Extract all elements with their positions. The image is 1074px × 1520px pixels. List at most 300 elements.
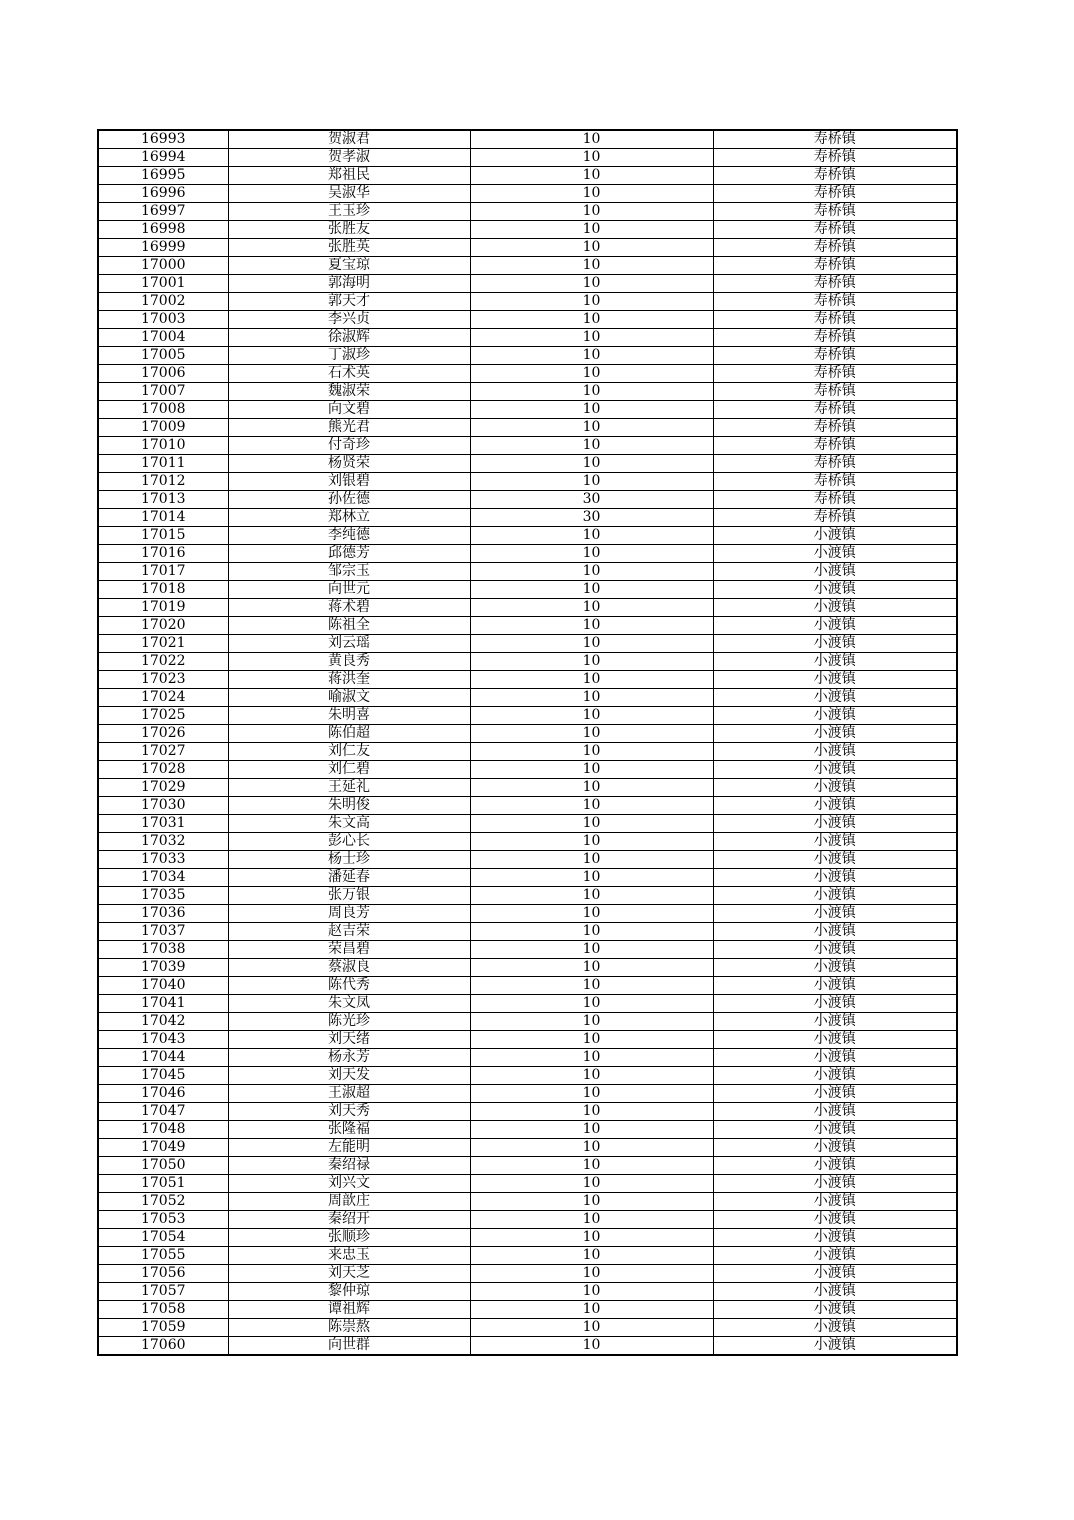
table-row (98, 1013, 957, 1031)
table-row (98, 491, 957, 509)
table-row (98, 1175, 957, 1193)
amount-cell: 10 (470, 419, 713, 437)
amount-cell: 10 (470, 221, 713, 239)
serial-number-cell: 17049 (98, 1139, 228, 1157)
name-cell: 潘延春 (228, 869, 470, 887)
serial-number-cell: 17051 (98, 1175, 228, 1193)
town-cell: 寿桥镇 (713, 257, 957, 275)
name-cell: 郭海明 (228, 275, 470, 293)
table-row (98, 671, 957, 689)
amount-cell: 10 (470, 347, 713, 365)
town-cell: 小渡镇 (713, 815, 957, 833)
table-row (98, 923, 957, 941)
town-cell: 小渡镇 (713, 689, 957, 707)
town-cell: 小渡镇 (713, 725, 957, 743)
name-cell: 秦绍开 (228, 1211, 470, 1229)
serial-number-cell: 17026 (98, 725, 228, 743)
name-cell: 刘天秀 (228, 1103, 470, 1121)
serial-number-cell: 17035 (98, 887, 228, 905)
table-row (98, 1211, 957, 1229)
town-cell: 寿桥镇 (713, 455, 957, 473)
table-row (98, 401, 957, 419)
town-cell: 小渡镇 (713, 1265, 957, 1283)
serial-number-cell: 17043 (98, 1031, 228, 1049)
name-cell: 左能明 (228, 1139, 470, 1157)
town-cell: 寿桥镇 (713, 149, 957, 167)
table-row (98, 311, 957, 329)
serial-number-cell: 17033 (98, 851, 228, 869)
serial-number-cell: 17002 (98, 293, 228, 311)
amount-cell: 10 (470, 473, 713, 491)
serial-number-cell: 17003 (98, 311, 228, 329)
amount-cell: 10 (470, 887, 713, 905)
town-cell: 小渡镇 (713, 1157, 957, 1175)
name-cell: 王淑超 (228, 1085, 470, 1103)
table-row (98, 365, 957, 383)
serial-number-cell: 17036 (98, 905, 228, 923)
name-cell: 郭天才 (228, 293, 470, 311)
serial-number-cell: 17007 (98, 383, 228, 401)
table-row (98, 239, 957, 257)
town-cell: 寿桥镇 (713, 437, 957, 455)
table-row (98, 293, 957, 311)
table-row (98, 1085, 957, 1103)
amount-cell: 10 (470, 275, 713, 293)
name-cell: 李纯德 (228, 527, 470, 545)
town-cell: 小渡镇 (713, 653, 957, 671)
town-cell: 寿桥镇 (713, 419, 957, 437)
amount-cell: 10 (470, 743, 713, 761)
name-cell: 蔡淑良 (228, 959, 470, 977)
town-cell: 小渡镇 (713, 887, 957, 905)
serial-number-cell: 17048 (98, 1121, 228, 1139)
amount-cell: 10 (470, 257, 713, 275)
table-row (98, 221, 957, 239)
amount-cell: 10 (470, 851, 713, 869)
table-row (98, 581, 957, 599)
amount-cell: 10 (470, 689, 713, 707)
amount-cell: 10 (470, 1211, 713, 1229)
table-row (98, 851, 957, 869)
table-row (98, 617, 957, 635)
serial-number-cell: 17059 (98, 1319, 228, 1337)
town-cell: 寿桥镇 (713, 203, 957, 221)
table-row (98, 130, 957, 149)
serial-number-cell: 17022 (98, 653, 228, 671)
serial-number-cell: 17042 (98, 1013, 228, 1031)
serial-number-cell: 17050 (98, 1157, 228, 1175)
name-cell: 刘云瑶 (228, 635, 470, 653)
table-row (98, 563, 957, 581)
table-row (98, 869, 957, 887)
name-cell: 刘银碧 (228, 473, 470, 491)
name-cell: 蒋洪奎 (228, 671, 470, 689)
amount-cell: 10 (470, 1067, 713, 1085)
amount-cell: 30 (470, 509, 713, 527)
serial-number-cell: 17018 (98, 581, 228, 599)
town-cell: 小渡镇 (713, 743, 957, 761)
amount-cell: 10 (470, 203, 713, 221)
name-cell: 王玉珍 (228, 203, 470, 221)
table-row (98, 257, 957, 275)
serial-number-cell: 17029 (98, 779, 228, 797)
amount-cell: 10 (470, 455, 713, 473)
serial-number-cell: 17011 (98, 455, 228, 473)
amount-cell: 10 (470, 905, 713, 923)
amount-cell: 10 (470, 653, 713, 671)
town-cell: 小渡镇 (713, 923, 957, 941)
town-cell: 小渡镇 (713, 779, 957, 797)
name-cell: 蒋术碧 (228, 599, 470, 617)
town-cell: 寿桥镇 (713, 401, 957, 419)
amount-cell: 10 (470, 635, 713, 653)
town-cell: 寿桥镇 (713, 221, 957, 239)
data-table (97, 129, 958, 1356)
amount-cell: 10 (470, 1157, 713, 1175)
table-row (98, 707, 957, 725)
table-row (98, 1121, 957, 1139)
amount-cell: 10 (470, 383, 713, 401)
town-cell: 小渡镇 (713, 1283, 957, 1301)
name-cell: 杨士珍 (228, 851, 470, 869)
serial-number-cell: 17055 (98, 1247, 228, 1265)
table-row (98, 959, 957, 977)
table-row (98, 635, 957, 653)
amount-cell: 10 (470, 527, 713, 545)
name-cell: 陈光珍 (228, 1013, 470, 1031)
table-row (98, 689, 957, 707)
serial-number-cell: 17031 (98, 815, 228, 833)
name-cell: 荣昌碧 (228, 941, 470, 959)
table-row (98, 167, 957, 185)
table-row (98, 473, 957, 491)
amount-cell: 10 (470, 725, 713, 743)
town-cell: 小渡镇 (713, 1175, 957, 1193)
table-row (98, 149, 957, 167)
serial-number-cell: 17027 (98, 743, 228, 761)
serial-number-cell: 17060 (98, 1337, 228, 1356)
town-cell: 小渡镇 (713, 1211, 957, 1229)
table-row (98, 797, 957, 815)
town-cell: 小渡镇 (713, 1067, 957, 1085)
name-cell: 邱德芳 (228, 545, 470, 563)
serial-number-cell: 17019 (98, 599, 228, 617)
name-cell: 石术英 (228, 365, 470, 383)
town-cell: 小渡镇 (713, 581, 957, 599)
serial-number-cell: 16996 (98, 185, 228, 203)
serial-number-cell: 17030 (98, 797, 228, 815)
town-cell: 寿桥镇 (713, 275, 957, 293)
table-row (98, 383, 957, 401)
table-row (98, 1283, 957, 1301)
table-row (98, 599, 957, 617)
town-cell: 小渡镇 (713, 671, 957, 689)
serial-number-cell: 17001 (98, 275, 228, 293)
name-cell: 杨贤荣 (228, 455, 470, 473)
town-cell: 小渡镇 (713, 905, 957, 923)
table-row (98, 419, 957, 437)
town-cell: 小渡镇 (713, 707, 957, 725)
amount-cell: 10 (470, 815, 713, 833)
town-cell: 小渡镇 (713, 563, 957, 581)
serial-number-cell: 17038 (98, 941, 228, 959)
amount-cell: 10 (470, 671, 713, 689)
amount-cell: 10 (470, 167, 713, 185)
amount-cell: 10 (470, 1265, 713, 1283)
town-cell: 小渡镇 (713, 527, 957, 545)
amount-cell: 10 (470, 1013, 713, 1031)
name-cell: 张顺珍 (228, 1229, 470, 1247)
serial-number-cell: 17052 (98, 1193, 228, 1211)
serial-number-cell: 17017 (98, 563, 228, 581)
town-cell: 寿桥镇 (713, 491, 957, 509)
town-cell: 小渡镇 (713, 1121, 957, 1139)
amount-cell: 10 (470, 977, 713, 995)
town-cell: 小渡镇 (713, 851, 957, 869)
name-cell: 刘仁碧 (228, 761, 470, 779)
town-cell: 小渡镇 (713, 869, 957, 887)
table-row (98, 1103, 957, 1121)
serial-number-cell: 17016 (98, 545, 228, 563)
amount-cell: 10 (470, 1049, 713, 1067)
name-cell: 来忠玉 (228, 1247, 470, 1265)
amount-cell: 10 (470, 1085, 713, 1103)
amount-cell: 10 (470, 1121, 713, 1139)
amount-cell: 10 (470, 761, 713, 779)
name-cell: 熊光君 (228, 419, 470, 437)
amount-cell: 10 (470, 941, 713, 959)
name-cell: 刘天绪 (228, 1031, 470, 1049)
serial-number-cell: 17058 (98, 1301, 228, 1319)
town-cell: 寿桥镇 (713, 167, 957, 185)
serial-number-cell: 17039 (98, 959, 228, 977)
name-cell: 陈代秀 (228, 977, 470, 995)
town-cell: 小渡镇 (713, 1013, 957, 1031)
serial-number-cell: 17044 (98, 1049, 228, 1067)
town-cell: 小渡镇 (713, 1229, 957, 1247)
name-cell: 贺淑君 (228, 130, 470, 149)
name-cell: 陈祖全 (228, 617, 470, 635)
town-cell: 小渡镇 (713, 833, 957, 851)
amount-cell: 10 (470, 869, 713, 887)
table-row (98, 329, 957, 347)
serial-number-cell: 17056 (98, 1265, 228, 1283)
name-cell: 张胜英 (228, 239, 470, 257)
town-cell: 寿桥镇 (713, 365, 957, 383)
table-row (98, 1247, 957, 1265)
table-row (98, 887, 957, 905)
serial-number-cell: 17021 (98, 635, 228, 653)
town-cell: 小渡镇 (713, 617, 957, 635)
name-cell: 陈伯超 (228, 725, 470, 743)
amount-cell: 10 (470, 959, 713, 977)
name-cell: 向世元 (228, 581, 470, 599)
town-cell: 寿桥镇 (713, 509, 957, 527)
amount-cell: 10 (470, 1229, 713, 1247)
name-cell: 杨永芳 (228, 1049, 470, 1067)
serial-number-cell: 17034 (98, 869, 228, 887)
town-cell: 小渡镇 (713, 941, 957, 959)
name-cell: 朱明喜 (228, 707, 470, 725)
amount-cell: 10 (470, 1319, 713, 1337)
name-cell: 张隆福 (228, 1121, 470, 1139)
name-cell: 黄良秀 (228, 653, 470, 671)
name-cell: 徐淑辉 (228, 329, 470, 347)
town-cell: 小渡镇 (713, 1085, 957, 1103)
town-cell: 小渡镇 (713, 1337, 957, 1356)
name-cell: 付奇珍 (228, 437, 470, 455)
serial-number-cell: 17028 (98, 761, 228, 779)
name-cell: 夏宝琼 (228, 257, 470, 275)
table-row (98, 527, 957, 545)
table-row (98, 977, 957, 995)
town-cell: 小渡镇 (713, 1139, 957, 1157)
table-row (98, 1067, 957, 1085)
table-row (98, 1139, 957, 1157)
name-cell: 喻淑文 (228, 689, 470, 707)
name-cell: 周良芳 (228, 905, 470, 923)
amount-cell: 30 (470, 491, 713, 509)
amount-cell: 10 (470, 563, 713, 581)
table-body (98, 130, 957, 1355)
name-cell: 刘兴文 (228, 1175, 470, 1193)
name-cell: 彭心长 (228, 833, 470, 851)
amount-cell: 10 (470, 833, 713, 851)
town-cell: 寿桥镇 (713, 130, 957, 149)
amount-cell: 10 (470, 185, 713, 203)
name-cell: 秦绍禄 (228, 1157, 470, 1175)
name-cell: 向世群 (228, 1337, 470, 1356)
amount-cell: 10 (470, 1247, 713, 1265)
amount-cell: 10 (470, 437, 713, 455)
table-row (98, 1301, 957, 1319)
amount-cell: 10 (470, 239, 713, 257)
serial-number-cell: 16998 (98, 221, 228, 239)
serial-number-cell: 17009 (98, 419, 228, 437)
table-row (98, 761, 957, 779)
amount-cell: 10 (470, 599, 713, 617)
amount-cell: 10 (470, 329, 713, 347)
serial-number-cell: 17012 (98, 473, 228, 491)
amount-cell: 10 (470, 1139, 713, 1157)
serial-number-cell: 17037 (98, 923, 228, 941)
amount-cell: 10 (470, 797, 713, 815)
amount-cell: 10 (470, 149, 713, 167)
amount-cell: 10 (470, 545, 713, 563)
table-row (98, 653, 957, 671)
serial-number-cell: 16993 (98, 130, 228, 149)
name-cell: 邹宗玉 (228, 563, 470, 581)
serial-number-cell: 16997 (98, 203, 228, 221)
town-cell: 寿桥镇 (713, 383, 957, 401)
amount-cell: 10 (470, 779, 713, 797)
table-row (98, 437, 957, 455)
serial-number-cell: 17025 (98, 707, 228, 725)
amount-cell: 10 (470, 581, 713, 599)
name-cell: 向文碧 (228, 401, 470, 419)
amount-cell: 10 (470, 130, 713, 149)
town-cell: 寿桥镇 (713, 239, 957, 257)
town-cell: 小渡镇 (713, 977, 957, 995)
name-cell: 陈崇熬 (228, 1319, 470, 1337)
town-cell: 小渡镇 (713, 797, 957, 815)
table-row (98, 815, 957, 833)
name-cell: 吴淑华 (228, 185, 470, 203)
name-cell: 郑祖民 (228, 167, 470, 185)
table-row (98, 1031, 957, 1049)
name-cell: 孙佐德 (228, 491, 470, 509)
table-row (98, 203, 957, 221)
table-row (98, 1193, 957, 1211)
amount-cell: 10 (470, 1301, 713, 1319)
town-cell: 小渡镇 (713, 545, 957, 563)
table-row (98, 995, 957, 1013)
town-cell: 小渡镇 (713, 1031, 957, 1049)
name-cell: 贺孝淑 (228, 149, 470, 167)
town-cell: 寿桥镇 (713, 329, 957, 347)
table-row (98, 1337, 957, 1356)
table-row (98, 1157, 957, 1175)
name-cell: 刘仁友 (228, 743, 470, 761)
table-row (98, 1265, 957, 1283)
town-cell: 寿桥镇 (713, 347, 957, 365)
table-row (98, 1049, 957, 1067)
amount-cell: 10 (470, 1337, 713, 1356)
town-cell: 小渡镇 (713, 1103, 957, 1121)
amount-cell: 10 (470, 995, 713, 1013)
serial-number-cell: 17053 (98, 1211, 228, 1229)
name-cell: 魏淑荣 (228, 383, 470, 401)
serial-number-cell: 17020 (98, 617, 228, 635)
name-cell: 谭祖辉 (228, 1301, 470, 1319)
table-row (98, 905, 957, 923)
serial-number-cell: 17040 (98, 977, 228, 995)
table-row (98, 347, 957, 365)
amount-cell: 10 (470, 311, 713, 329)
name-cell: 刘天芝 (228, 1265, 470, 1283)
table-row (98, 725, 957, 743)
town-cell: 小渡镇 (713, 1301, 957, 1319)
table-row (98, 743, 957, 761)
name-cell: 王延礼 (228, 779, 470, 797)
serial-number-cell: 17046 (98, 1085, 228, 1103)
town-cell: 小渡镇 (713, 599, 957, 617)
name-cell: 赵吉荣 (228, 923, 470, 941)
table-row (98, 185, 957, 203)
table-row (98, 275, 957, 293)
table-row (98, 833, 957, 851)
serial-number-cell: 16995 (98, 167, 228, 185)
table-row (98, 509, 957, 527)
serial-number-cell: 17008 (98, 401, 228, 419)
table-row (98, 1319, 957, 1337)
serial-number-cell: 17015 (98, 527, 228, 545)
name-cell: 周歆庄 (228, 1193, 470, 1211)
town-cell: 小渡镇 (713, 995, 957, 1013)
serial-number-cell: 17006 (98, 365, 228, 383)
name-cell: 朱文高 (228, 815, 470, 833)
town-cell: 寿桥镇 (713, 473, 957, 491)
table-row (98, 779, 957, 797)
serial-number-cell: 17032 (98, 833, 228, 851)
serial-number-cell: 17054 (98, 1229, 228, 1247)
town-cell: 小渡镇 (713, 1247, 957, 1265)
serial-number-cell: 17057 (98, 1283, 228, 1301)
amount-cell: 10 (470, 401, 713, 419)
name-cell: 郑林立 (228, 509, 470, 527)
town-cell: 小渡镇 (713, 1193, 957, 1211)
town-cell: 寿桥镇 (713, 293, 957, 311)
